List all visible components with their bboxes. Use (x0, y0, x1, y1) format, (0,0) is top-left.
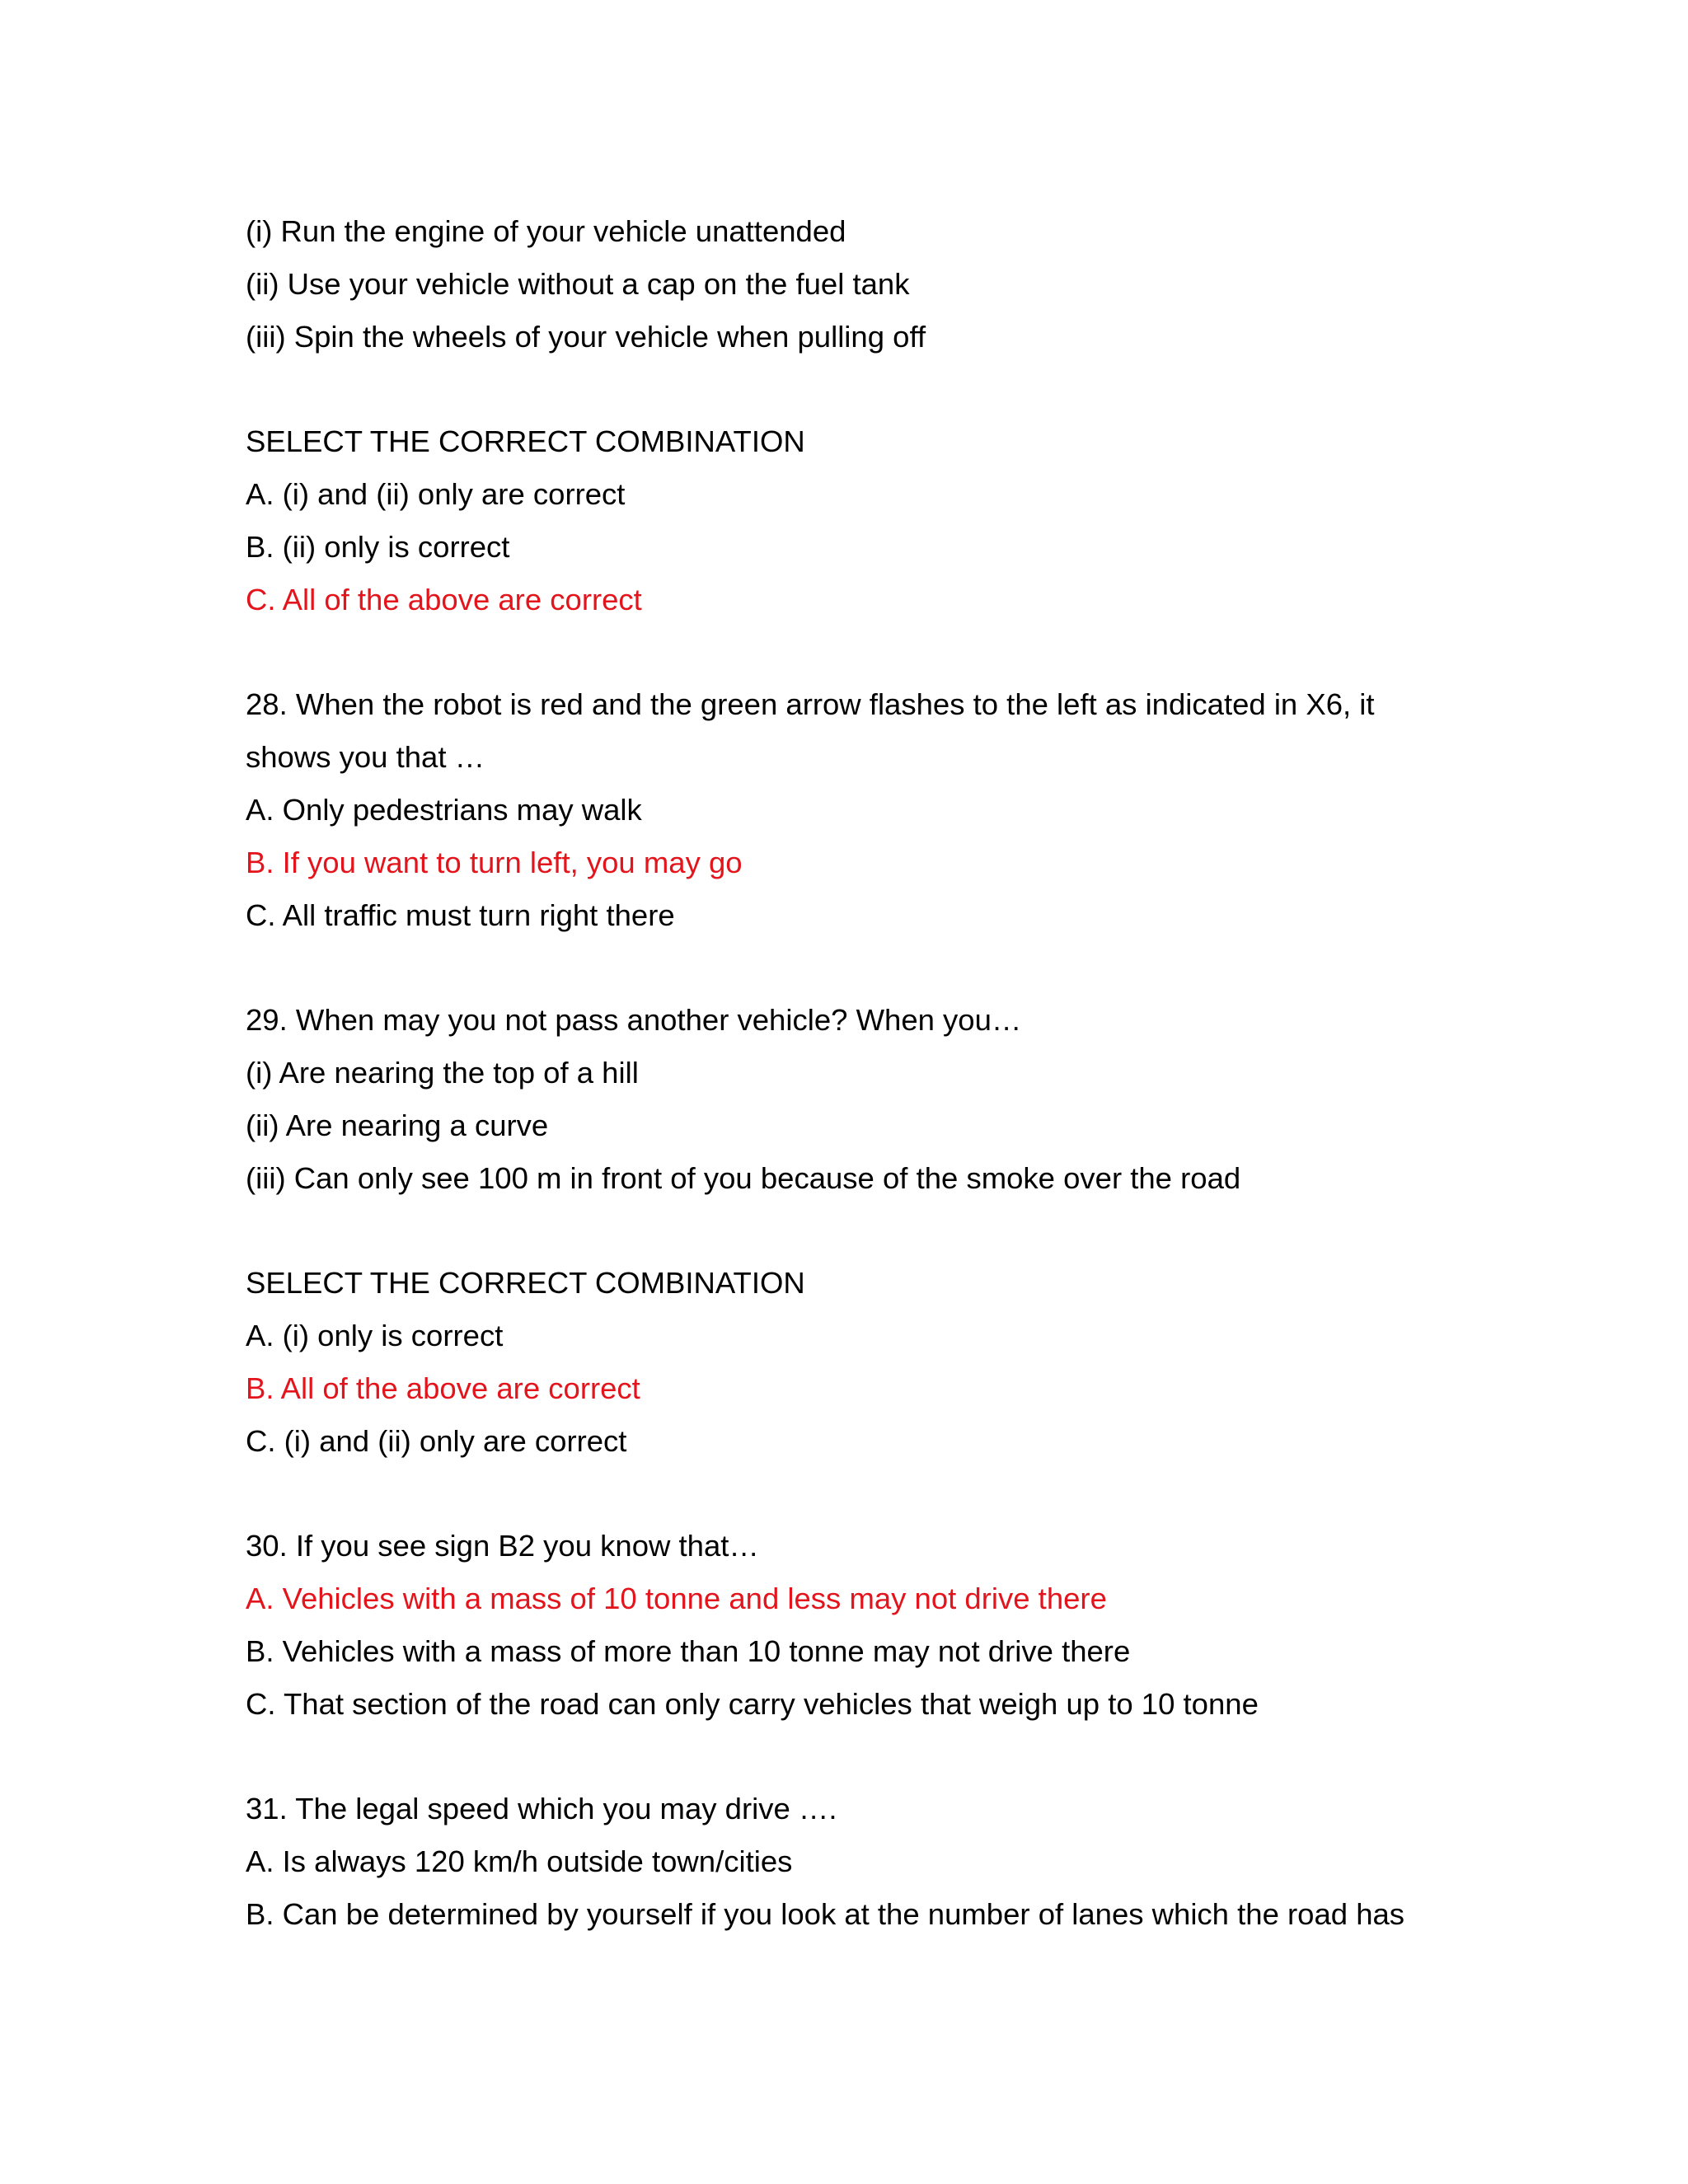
instruction-line: SELECT THE CORRECT COMBINATION (246, 1266, 805, 1300)
question-29 (246, 994, 1449, 1205)
block-spacer (246, 1731, 1449, 1783)
question-28 (246, 678, 1449, 942)
question-text: shows you that … (246, 740, 485, 774)
answer-option: A. Only pedestrians may walk (246, 793, 642, 827)
answer-option: C. (i) and (ii) only are correct (246, 1424, 627, 1458)
question-text: 29. When may you not pass another vehicle? When you… (246, 1003, 1022, 1037)
question-text: 31. The legal speed which you may drive …. (246, 1792, 837, 1825)
statement-line: (i) Run the engine of your vehicle unattended (246, 214, 846, 248)
correct-answer-option: B. If you want to turn left, you may go (246, 846, 743, 879)
answer-option: B. Can be determined by yourself if you look at the number of lanes which the road has (246, 1897, 1405, 1931)
statement-line: (iii) Can only see 100 m in front of you because of the smoke over the road (246, 1161, 1241, 1195)
answer-option: B. Vehicles with a mass of more than 10 tonne may not drive there (246, 1634, 1131, 1668)
block-spacer (246, 626, 1449, 678)
block-spacer (246, 1205, 1449, 1257)
question-29-options (246, 1257, 1449, 1468)
statement-line: (ii) Are nearing a curve (246, 1108, 549, 1142)
correct-answer-option: A. Vehicles with a mass of 10 tonne and less may not drive there (246, 1582, 1107, 1615)
block-spacer (246, 1468, 1449, 1520)
block-spacer (246, 942, 1449, 994)
question-27-continued (246, 205, 1449, 363)
answer-option: A. (i) and (ii) only are correct (246, 477, 626, 511)
question-27-options (246, 415, 1449, 626)
answer-option: C. All traffic must turn right there (246, 898, 675, 932)
question-30 (246, 1520, 1449, 1731)
correct-answer-option: C. All of the above are correct (246, 583, 642, 616)
statement-line: (ii) Use your vehicle without a cap on the fuel tank (246, 267, 910, 301)
question-text: 28. When the robot is red and the green arrow flashes to the left as indicated in X6, it (246, 687, 1375, 721)
statement-line: (i) Are nearing the top of a hill (246, 1056, 639, 1090)
question-text: 30. If you see sign B2 you know that… (246, 1529, 759, 1563)
answer-option: C. That section of the road can only carry vehicles that weigh up to 10 tonne (246, 1687, 1259, 1721)
answer-option: B. (ii) only is correct (246, 530, 510, 564)
document-content (246, 205, 1449, 1941)
answer-option: A. (i) only is correct (246, 1319, 504, 1352)
block-spacer (246, 363, 1449, 415)
correct-answer-option: B. All of the above are correct (246, 1371, 640, 1405)
answer-option: A. Is always 120 km/h outside town/cities (246, 1844, 793, 1878)
question-31 (246, 1783, 1449, 1941)
instruction-line: SELECT THE CORRECT COMBINATION (246, 424, 805, 458)
statement-line: (iii) Spin the wheels of your vehicle when pulling off (246, 320, 926, 354)
